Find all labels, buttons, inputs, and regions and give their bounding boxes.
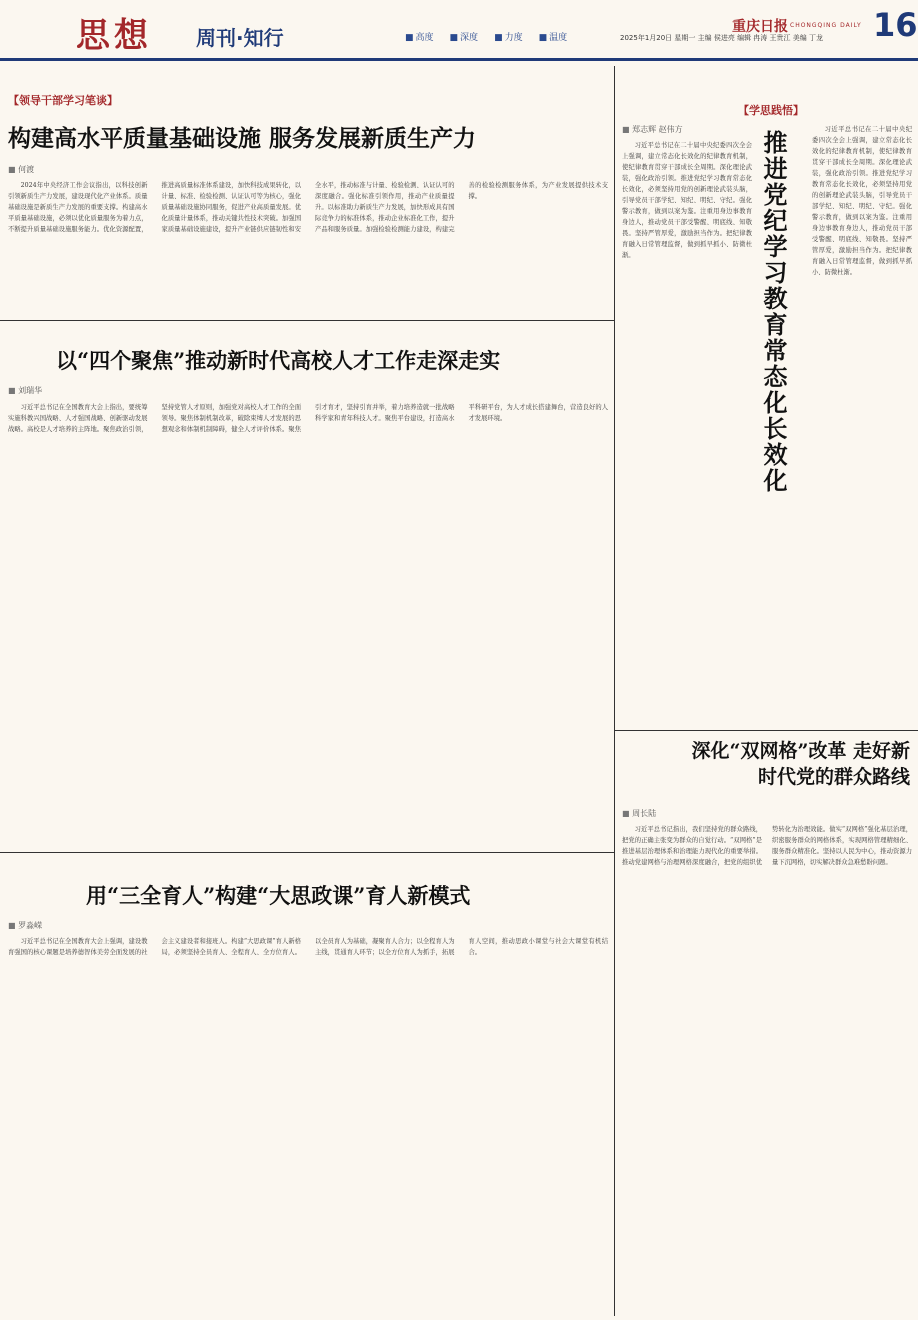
tag-3: ■ 力度 [494,30,523,43]
headline-3: 以“四个聚焦”推动新时代高校人才工作走深走实 [56,348,501,373]
section-subtitle: 周刊·知行 [196,26,284,50]
tag-4: ■ 温度 [539,30,568,43]
byline-5: ■ 罗淼嵘 [8,920,42,931]
column-label-2: 【 学思践悟 】 [738,102,804,118]
date-line: 2025年1月20日 星期一 主编 侯进亮 编辑 冉涛 王贵江 美编 丁龙 [620,34,823,42]
newspaper-logo: 重庆日报 [732,19,788,35]
article-body-2b: 习近平总书记在二十届中央纪委四次全会上强调，建立常态化长效化的纪律教育机制，使纪律教育贯穿干部成长全周期。深化理论武装，强化政治引领。推进党纪学习教育常态化长效化，必须坚持用党的创新理论武装头脑，引导党员干部学纪、知纪、明纪、守纪。强化警示教育，做到以案为鉴。注重用身边事教育身边人，推动党员干部受警醒、明底线、知敬畏。坚持严管厚爱，激励担当作为。把纪律教育融入日常管理监督，做到抓早抓小、防微杜渐。 [812,126,912,276]
byline-4: ■ 周长陆 [622,808,656,819]
page-number: 16 [873,6,918,44]
section-title: 思想 [76,16,152,56]
article-body-2a: 习近平总书记在二十届中央纪委四次全会上强调，建立常态化长效化的纪律教育机制，使纪律教育贯穿干部成长全周期。深化理论武装，强化政治引领。推进党纪学习教育常态化长效化，必须坚持用党的创新理论武装头脑，引导党员干部学纪、知纪、明纪、守纪。强化警示教育，做到以案为鉴。注重用身边事教育身边人，推动党员干部受警醒、明底线、知敬畏。坚持严管厚爱，激励担当作为。把纪律教育融入日常管理监督，做到抓早抓小、防微杜渐。 [622,142,752,259]
headline-4 [622,738,910,790]
divider [0,320,614,321]
article-body-4: 习近平总书记指出，我们坚持党的群众路线，把党的正确主张变为群众的自觉行动。“双网格”是推进基层治理体系和治理能力现代化的重要举措。推动党建网格与治理网格深度融合，把党的组织优势转化为治理效能。做实“双网格”强化基层治理，织密服务群众的网格体系，实现网格管理精细化、服务群众精准化。坚持以人民为中心，推动资源力量下沉网格，切实解决群众急难愁盼问题。 [622,826,912,866]
headline-1: 构建高水平质量基础设施 服务发展新质生产力 [8,125,477,152]
article-body-1: 2024年中央经济工作会议指出，以科技创新引领新质生产力发展，建设现代化产业体系。质量基础设施是新质生产力发展的重要支撑。构建高水平质量基础设施，必须以优化质量服务为着力点，不断提升质量基础设施服务能力。优化资源配置，推进高质量标准体系建设，加快科技成果转化，以计量、标准、检验检测、认证认可等为核心，强化质量基础设施协同服务，促进产业高质量发展。优化质量计量体系，推动关键共性技术突破。加强国家质量基础设施建设，提升产业链供应链韧性和安全水平，推动标准与计量、检验检测、认证认可的深度融合。强化标准引领作用，推动产业质量提升。以标准助力新质生产力发展，加快形成具有国际竞争力的标准体系，推动企业标准化工作，提升产品和服务质量。加强检验检测能力建设，构建完善的检验检测服务体系，为产业发展提供技术支撑。 [8,182,608,233]
tag-2: ■ 深度 [450,30,479,43]
article-body-5: 习近平总书记在全国教育大会上强调，建设教育强国的核心课题是培养德智体美劳全面发展的社会主义建设者和接班人。构建“大思政课”育人新格局，必须坚持全员育人、全程育人、全方位育人。以全员育人为基础，凝聚育人合力；以全程育人为主线，贯通育人环节；以全方位育人为抓手，拓展育人空间，推动思政小课堂与社会大课堂有机结合。 [8,938,608,956]
headline-5: 用“三全育人”构建“大思政课”育人新模式 [86,883,471,908]
masthead [0,0,918,80]
byline-1: ■ 何渡 [8,164,34,175]
newspaper-logo-en: CHONGQING DAILY [790,22,862,29]
headline-2: 推进党纪学习教育常态化长效化 [759,130,788,494]
headline-4-text: 深化“双网格”改革 走好新时代党的群众路线 [691,740,910,788]
section-tags [405,30,567,43]
column-label-1: 【 领导干部学习笔谈 】 [8,92,118,108]
byline-3: ■ 刘瑞华 [8,385,42,396]
divider [0,852,614,853]
tag-1: ■ 高度 [405,30,434,43]
masthead-rule [0,58,918,61]
divider [614,730,918,731]
article-body-3: 习近平总书记在全国教育大会上指出，要统筹实施科教兴国战略、人才强国战略、创新驱动发展战略。高校是人才培养的主阵地。聚焦政治引领，坚持党管人才原则，加强党对高校人才工作的全面领导。聚焦体制机制改革，破除束缚人才发展的思想观念和体制机制障碍，健全人才评价体系。聚焦引才育才，坚持引育并举，着力培养造就一批战略科学家和青年科技人才。聚焦平台建设，打造高水平科研平台，为人才成长搭建舞台，营造良好的人才发展环境。 [8,404,608,433]
byline-2: ■ 郑志辉 赵伟方 [622,124,683,135]
column-divider [614,66,615,1316]
